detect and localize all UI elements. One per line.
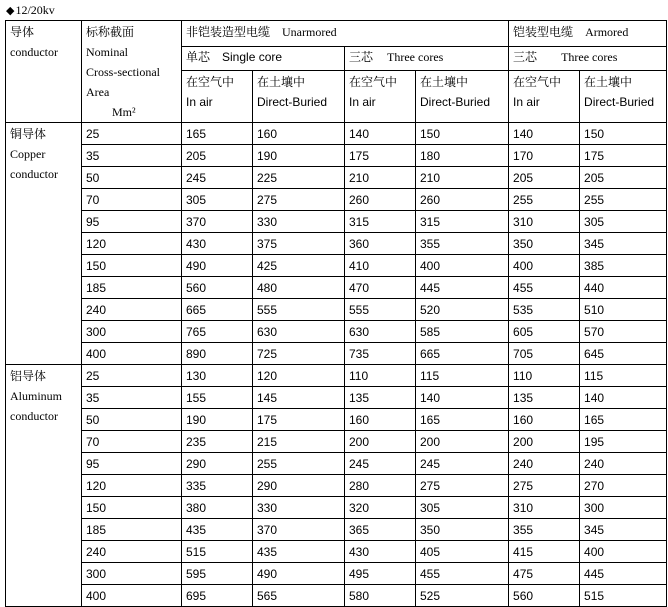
unarmored-single-buried-cell: 190 <box>253 145 345 167</box>
conductor-header-en: conductor <box>10 45 58 59</box>
armored-three-buried-cell: 270 <box>580 475 667 497</box>
armored-three-buried-cell: 300 <box>580 497 667 519</box>
armored-three-air-cell: 110 <box>509 365 580 387</box>
header-row-1 <box>6 21 667 47</box>
unarmored-three-buried-cell: 525 <box>416 585 509 607</box>
in-air-en: In air <box>513 95 540 110</box>
area-header-en-3: Area <box>86 85 110 99</box>
area-cell: 300 <box>82 563 182 585</box>
armored-three-buried-cell: 305 <box>580 211 667 233</box>
table-row <box>6 475 667 497</box>
table-row <box>6 453 667 475</box>
area-cell: 70 <box>82 189 182 211</box>
unarmored-single-buried-cell: 275 <box>253 189 345 211</box>
unarmored-single-buried-cell: 480 <box>253 277 345 299</box>
unarmored-three-buried-cell: 200 <box>416 431 509 453</box>
armored-three-buried-cell: 445 <box>580 563 667 585</box>
armored-three-buried-cell: 140 <box>580 387 667 409</box>
unarmored-three-air-cell: 260 <box>345 189 416 211</box>
unarmored-single-buried-cell: 370 <box>253 519 345 541</box>
unarmored-three-buried-cell: 140 <box>416 387 509 409</box>
armored-three-buried-cell: 115 <box>580 365 667 387</box>
table-row <box>6 211 667 233</box>
armored-three-air-cell: 415 <box>509 541 580 563</box>
unarmored-header-cn: 非铠装造型电缆 <box>186 25 271 39</box>
armored-three-air-cell: 200 <box>509 431 580 453</box>
area-cell: 120 <box>82 233 182 255</box>
area-cell: 240 <box>82 299 182 321</box>
unarmored-three-air-header <box>345 71 416 123</box>
armored-three-buried-cell: 165 <box>580 409 667 431</box>
unarmored-single-air-cell: 235 <box>182 431 253 453</box>
unarmored-three-air-cell: 495 <box>345 563 416 585</box>
unarmored-three-buried-cell: 665 <box>416 343 509 365</box>
diamond-bullet-icon: ◆ <box>6 4 15 17</box>
armored-three-air-cell: 135 <box>509 387 580 409</box>
unarmored-three-buried-cell: 180 <box>416 145 509 167</box>
armored-three-buried-cell: 175 <box>580 145 667 167</box>
direct-buried-en: Direct-Buried <box>257 95 328 110</box>
table-row <box>6 343 667 365</box>
unarmored-single-buried-cell: 145 <box>253 387 345 409</box>
armored-three-buried-cell: 400 <box>580 541 667 563</box>
unarmored-single-buried-cell: 255 <box>253 453 345 475</box>
unarmored-three-buried-cell: 150 <box>416 123 509 145</box>
unarmored-three-air-cell: 580 <box>345 585 416 607</box>
table-row <box>6 497 667 519</box>
armored-three-air-cell: 205 <box>509 167 580 189</box>
armored-three-air-cell: 240 <box>509 453 580 475</box>
unarmored-single-buried-cell: 330 <box>253 497 345 519</box>
conductor-group-cell <box>6 123 82 365</box>
unarmored-single-air-cell: 665 <box>182 299 253 321</box>
unarmored-single-buried-cell: 160 <box>253 123 345 145</box>
unarmored-single-air-cell: 560 <box>182 277 253 299</box>
conductor-group-cell <box>6 365 82 607</box>
unarmored-single-buried-cell: 565 <box>253 585 345 607</box>
unarmored-three-buried-cell: 245 <box>416 453 509 475</box>
unarmored-three-buried-cell: 305 <box>416 497 509 519</box>
area-cell: 35 <box>82 387 182 409</box>
area-cell: 25 <box>82 123 182 145</box>
direct-buried-en: Direct-Buried <box>584 95 655 110</box>
table-row <box>6 299 667 321</box>
unarmored-three-buried-header <box>416 71 509 123</box>
unarmored-three-air-cell: 430 <box>345 541 416 563</box>
unarmored-three-air-cell: 735 <box>345 343 416 365</box>
area-unit: Mm² <box>112 105 136 119</box>
armored-three-air-cell: 310 <box>509 211 580 233</box>
unarmored-three-air-cell: 280 <box>345 475 416 497</box>
area-cell: 150 <box>82 255 182 277</box>
unarmored-single-air-cell: 335 <box>182 475 253 497</box>
armored-three-buried-cell: 150 <box>580 123 667 145</box>
area-header-en-1: Nominal <box>86 45 128 59</box>
unarmored-single-buried-cell: 120 <box>253 365 345 387</box>
unarmored-three-air-cell: 135 <box>345 387 416 409</box>
unarmored-header <box>182 21 509 47</box>
direct-buried-cn: 在土壤中 <box>420 75 469 90</box>
unarmored-single-air-cell: 765 <box>182 321 253 343</box>
unarmored-three-buried-cell: 210 <box>416 167 509 189</box>
unarmored-three-air-cell: 410 <box>345 255 416 277</box>
unarmored-single-air-cell: 305 <box>182 189 253 211</box>
unarmored-three-buried-cell: 455 <box>416 563 509 585</box>
area-header-cell <box>82 21 182 123</box>
table-row <box>6 409 667 431</box>
area-cell: 150 <box>82 497 182 519</box>
armored-three-air-cell: 705 <box>509 343 580 365</box>
armored-three-core-header-en: Three cores <box>561 50 618 65</box>
unarmored-three-air-cell: 630 <box>345 321 416 343</box>
unarmored-single-air-cell: 190 <box>182 409 253 431</box>
three-core-header-cn: 三芯 <box>349 50 374 65</box>
armored-three-air-header <box>509 71 580 123</box>
conductor-group-name-en-1: Aluminum <box>10 389 63 403</box>
unarmored-header-en: Unarmored <box>282 25 337 39</box>
unarmored-three-air-cell: 210 <box>345 167 416 189</box>
armored-three-buried-cell: 205 <box>580 167 667 189</box>
unarmored-three-air-cell: 140 <box>345 123 416 145</box>
area-cell: 120 <box>82 475 182 497</box>
conductor-group-name-cn: 铜导体 <box>10 127 47 141</box>
area-header-en-2: Cross-sectional <box>86 65 160 79</box>
conductor-header-cell <box>6 21 82 123</box>
area-header-cn: 标称截面 <box>86 25 135 39</box>
conductor-group-name-cn: 铝导体 <box>10 369 47 383</box>
unarmored-single-air-cell: 380 <box>182 497 253 519</box>
direct-buried-cn: 在土壤中 <box>257 75 306 90</box>
armored-three-air-cell: 255 <box>509 189 580 211</box>
unarmored-three-buried-cell: 315 <box>416 211 509 233</box>
area-cell: 70 <box>82 431 182 453</box>
unarmored-single-air-cell: 435 <box>182 519 253 541</box>
armored-three-air-cell: 310 <box>509 497 580 519</box>
table-row <box>6 519 667 541</box>
unarmored-three-air-cell: 470 <box>345 277 416 299</box>
unarmored-single-buried-cell: 375 <box>253 233 345 255</box>
unarmored-three-air-cell: 200 <box>345 431 416 453</box>
unarmored-single-buried-cell: 435 <box>253 541 345 563</box>
table-row <box>6 585 667 607</box>
unarmored-single-buried-cell: 330 <box>253 211 345 233</box>
unarmored-three-buried-cell: 165 <box>416 409 509 431</box>
table-row <box>6 541 667 563</box>
table-row <box>6 387 667 409</box>
armored-three-buried-cell: 385 <box>580 255 667 277</box>
unarmored-three-buried-cell: 260 <box>416 189 509 211</box>
unarmored-single-air-cell: 370 <box>182 211 253 233</box>
voltage-label: 12/20kv <box>15 3 55 17</box>
unarmored-three-air-cell: 320 <box>345 497 416 519</box>
in-air-cn: 在空气中 <box>349 75 398 90</box>
conductor-group-name-en-1: Copper <box>10 147 46 161</box>
voltage-heading <box>6 2 55 18</box>
armored-three-buried-cell: 510 <box>580 299 667 321</box>
armored-three-buried-cell: 345 <box>580 519 667 541</box>
armored-three-buried-cell: 195 <box>580 431 667 453</box>
armored-three-air-cell: 605 <box>509 321 580 343</box>
unarmored-three-air-cell: 175 <box>345 145 416 167</box>
unarmored-single-air-cell: 595 <box>182 563 253 585</box>
unarmored-three-buried-cell: 355 <box>416 233 509 255</box>
armored-three-air-cell: 560 <box>509 585 580 607</box>
unarmored-single-air-cell: 515 <box>182 541 253 563</box>
armored-three-air-cell: 350 <box>509 233 580 255</box>
unarmored-three-buried-cell: 350 <box>416 519 509 541</box>
area-cell: 35 <box>82 145 182 167</box>
unarmored-single-buried-header <box>253 71 345 123</box>
in-air-cn: 在空气中 <box>513 75 562 90</box>
area-cell: 25 <box>82 365 182 387</box>
armored-three-air-cell: 475 <box>509 563 580 585</box>
armored-three-core-header-cn: 三芯 <box>513 50 538 65</box>
unarmored-single-air-cell: 430 <box>182 233 253 255</box>
conductor-group-name-en-2: conductor <box>10 409 58 423</box>
unarmored-three-air-cell: 315 <box>345 211 416 233</box>
table-row <box>6 123 667 145</box>
unarmored-single-air-cell: 130 <box>182 365 253 387</box>
unarmored-three-air-cell: 555 <box>345 299 416 321</box>
area-cell: 95 <box>82 453 182 475</box>
single-core-header-cn: 单芯 <box>186 50 211 65</box>
single-core-header <box>182 47 345 71</box>
unarmored-three-air-cell: 360 <box>345 233 416 255</box>
table-row <box>6 365 667 387</box>
unarmored-single-buried-cell: 215 <box>253 431 345 453</box>
area-cell: 240 <box>82 541 182 563</box>
unarmored-three-air-cell: 245 <box>345 453 416 475</box>
unarmored-three-buried-cell: 115 <box>416 365 509 387</box>
unarmored-three-buried-cell: 275 <box>416 475 509 497</box>
unarmored-single-air-cell: 165 <box>182 123 253 145</box>
area-cell: 300 <box>82 321 182 343</box>
in-air-en: In air <box>349 95 376 110</box>
armored-three-air-cell: 535 <box>509 299 580 321</box>
armored-three-buried-cell: 240 <box>580 453 667 475</box>
conductor-header-cn: 导体 <box>10 25 35 39</box>
area-cell: 50 <box>82 409 182 431</box>
unarmored-single-air-cell: 245 <box>182 167 253 189</box>
table-row <box>6 255 667 277</box>
three-core-header <box>345 47 509 71</box>
unarmored-single-air-cell: 490 <box>182 255 253 277</box>
unarmored-three-air-cell: 160 <box>345 409 416 431</box>
armored-three-buried-cell: 345 <box>580 233 667 255</box>
armored-three-air-cell: 140 <box>509 123 580 145</box>
unarmored-three-air-cell: 365 <box>345 519 416 541</box>
table-row <box>6 431 667 453</box>
table-row <box>6 145 667 167</box>
unarmored-three-buried-cell: 520 <box>416 299 509 321</box>
armored-three-buried-header <box>580 71 667 123</box>
armored-three-air-cell: 275 <box>509 475 580 497</box>
unarmored-three-buried-cell: 405 <box>416 541 509 563</box>
armored-three-air-cell: 170 <box>509 145 580 167</box>
direct-buried-en: Direct-Buried <box>420 95 491 110</box>
unarmored-single-air-header <box>182 71 253 123</box>
armored-header-cn: 铠装型电缆 <box>513 25 574 39</box>
unarmored-three-air-cell: 110 <box>345 365 416 387</box>
table-row <box>6 189 667 211</box>
unarmored-single-air-cell: 890 <box>182 343 253 365</box>
direct-buried-cn: 在土壤中 <box>584 75 633 90</box>
area-cell: 50 <box>82 167 182 189</box>
unarmored-single-air-cell: 695 <box>182 585 253 607</box>
unarmored-single-buried-cell: 630 <box>253 321 345 343</box>
unarmored-single-air-cell: 155 <box>182 387 253 409</box>
unarmored-single-buried-cell: 175 <box>253 409 345 431</box>
unarmored-single-buried-cell: 725 <box>253 343 345 365</box>
armored-three-buried-cell: 515 <box>580 585 667 607</box>
armored-three-buried-cell: 645 <box>580 343 667 365</box>
table-row <box>6 321 667 343</box>
ampacity-table <box>5 20 667 607</box>
armored-header <box>509 21 667 47</box>
armored-three-air-cell: 160 <box>509 409 580 431</box>
armored-three-buried-cell: 255 <box>580 189 667 211</box>
armored-header-en: Armored <box>585 25 629 39</box>
unarmored-single-buried-cell: 425 <box>253 255 345 277</box>
unarmored-three-buried-cell: 400 <box>416 255 509 277</box>
armored-three-buried-cell: 570 <box>580 321 667 343</box>
three-core-header-en: Three cores <box>387 50 444 65</box>
area-cell: 185 <box>82 519 182 541</box>
area-cell: 185 <box>82 277 182 299</box>
area-cell: 95 <box>82 211 182 233</box>
in-air-cn: 在空气中 <box>186 75 235 90</box>
in-air-en: In air <box>186 95 213 110</box>
single-core-header-en: Single core <box>222 50 283 65</box>
table-row <box>6 563 667 585</box>
unarmored-single-buried-cell: 290 <box>253 475 345 497</box>
table-row <box>6 277 667 299</box>
unarmored-single-buried-cell: 225 <box>253 167 345 189</box>
armored-three-air-cell: 400 <box>509 255 580 277</box>
armored-three-air-cell: 355 <box>509 519 580 541</box>
armored-three-buried-cell: 440 <box>580 277 667 299</box>
armored-three-core-header <box>509 47 667 71</box>
table-row <box>6 167 667 189</box>
unarmored-single-buried-cell: 555 <box>253 299 345 321</box>
unarmored-single-buried-cell: 490 <box>253 563 345 585</box>
area-cell: 400 <box>82 585 182 607</box>
area-cell: 400 <box>82 343 182 365</box>
unarmored-three-buried-cell: 585 <box>416 321 509 343</box>
table-row <box>6 233 667 255</box>
unarmored-three-buried-cell: 445 <box>416 277 509 299</box>
unarmored-single-air-cell: 205 <box>182 145 253 167</box>
armored-three-air-cell: 455 <box>509 277 580 299</box>
conductor-group-name-en-2: conductor <box>10 167 58 181</box>
unarmored-single-air-cell: 290 <box>182 453 253 475</box>
